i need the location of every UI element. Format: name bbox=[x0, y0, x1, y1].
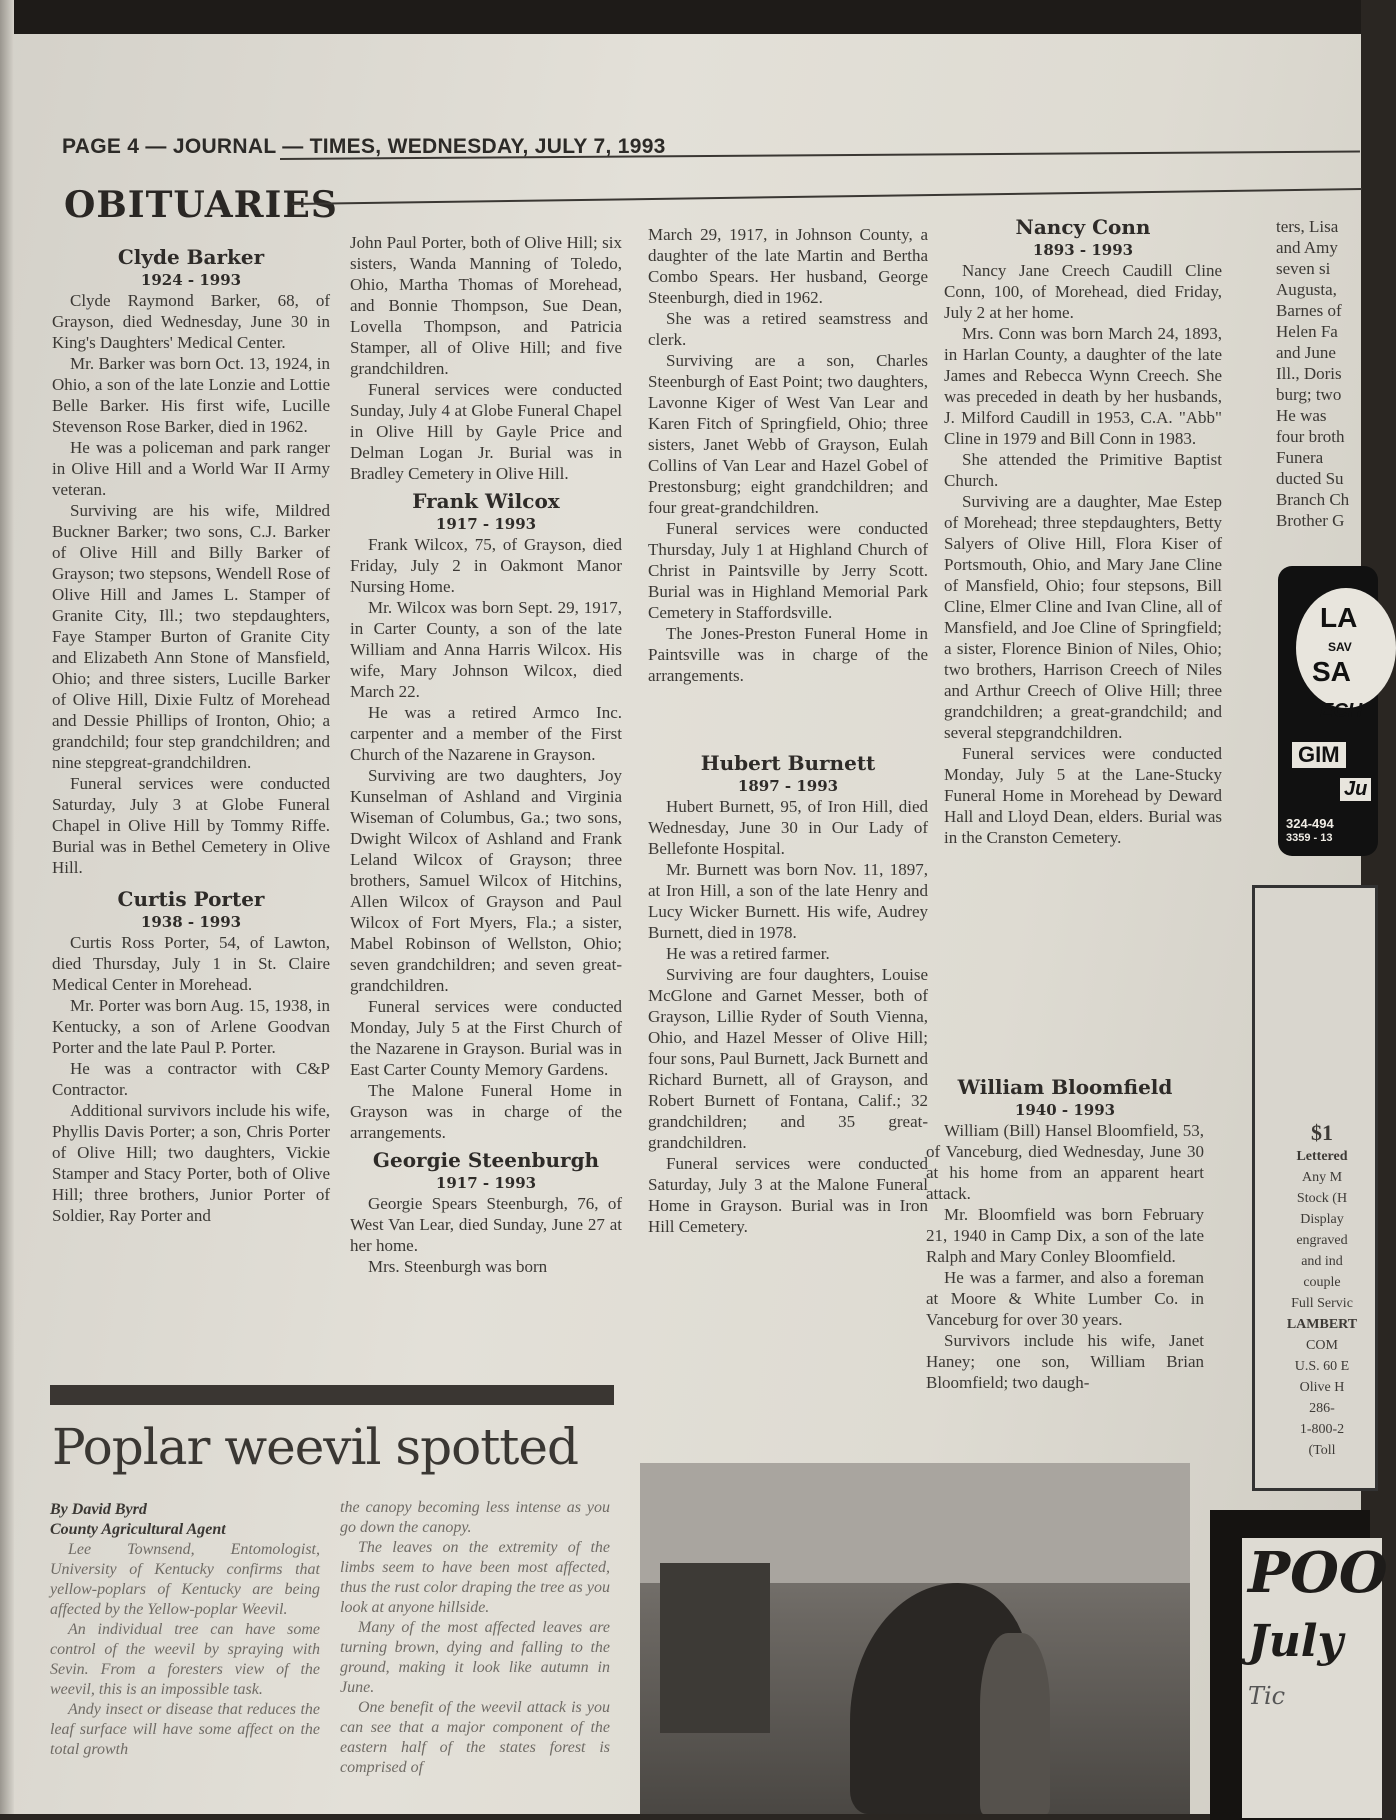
ad-text: LAMBERT bbox=[1286, 1317, 1358, 1332]
obit-paragraph: Survivors include his wife, Janet Haney; one son, William Brian Bloomfield; two daugh- bbox=[926, 1331, 1204, 1392]
cutoff-text-line: and June bbox=[1276, 343, 1336, 362]
obit-paragraph: Mrs. Conn was born March 24, 1893, in Harlan County, a daughter of the late James and Rebecca Wynn Creech. She was preceded in death by her husbands, J. Milford Caudill in 1953, C.A. "Abb" Cline in 1979 and Bill Conn in 1983. bbox=[944, 324, 1222, 448]
ad-text: Ju bbox=[1340, 778, 1371, 801]
obit-name: Nancy Conn bbox=[1015, 215, 1151, 239]
ad-phone: 3359 - 13 bbox=[1286, 832, 1333, 844]
obit-paragraph: Clyde Raymond Barker, 68, of Grayson, died Wednesday, June 30 in King's Daughters' Medical Center. bbox=[52, 291, 330, 352]
obit-paragraph: She attended the Primitive Baptist Church. bbox=[944, 450, 1222, 490]
article-byline: County Agricultural Agent bbox=[50, 1521, 226, 1538]
ad-text: July bbox=[1248, 1616, 1344, 1667]
obit-paragraph: She was a retired seamstress and clerk. bbox=[648, 309, 928, 349]
obit-years: 1940 - 1993 bbox=[1014, 1101, 1116, 1119]
obit-paragraph: Georgie Spears Steenburgh, 76, of West Van Lear, died Sunday, June 27 at her home. bbox=[350, 1194, 622, 1255]
obit-paragraph: The Malone Funeral Home in Grayson was in charge of the arrangements. bbox=[350, 1081, 622, 1142]
obit-paragraph: Surviving are two daughters, Joy Kunselman of Ashland and Virginia Wiseman of Columbus, Ga.; two sons, Dwight Wilcox of Ashland and Frank Leland Wilcox of Grayson; three brothers, Samuel Wilcox of Hitchins, Allen Wilcox of Grayson and Paul Wilcox of Fort Myers, Fla.; a sister, Mabel Robinson of Wellston, Ohio; seven grandchildren; and seven great-grandchildren. bbox=[350, 766, 622, 995]
article-paragraph: An individual tree can have some control of the weevil by spraying with Sevin. From a foresters view of the weevil, this is an impossible task. bbox=[50, 1621, 320, 1698]
cutoff-text-line: four broth bbox=[1276, 427, 1345, 446]
ad-phone: 324-494 bbox=[1286, 816, 1334, 831]
obit-paragraph: Funeral services were conducted Thursday, July 1 at Highland Church of Christ in Paintsville by Jerry Scott. Burial was in Highland Memorial Park Cemetery in Staffordsville. bbox=[648, 519, 928, 622]
ad-text: Full Servic bbox=[1291, 1296, 1353, 1311]
obit-paragraph: Surviving are a daughter, Mae Estep of Morehead; three stepdaughters, Betty Salyers of Olive Hill, Flora Kiser of Portsmouth, Ohio, and Mary Jane Cline of Mansfield, Ohio; four stepsons, Bill Cline, Elmer Cline and Ivan Cline, all of Mansfield, and Joe Cline of Springfield; a sister, Florence Binion of Niles, Ohio; two brothers, Harrison Creech of Niles and Arthur Creech of Olive Hill; three grandchildren; a great-grandchild; and several stepgrandchildren. bbox=[944, 492, 1222, 742]
dark-background-edge bbox=[0, 0, 1361, 34]
obit-paragraph: He was a policeman and park ranger in Olive Hill and a World War II Army veteran. bbox=[52, 438, 330, 499]
advertisement-middle bbox=[1252, 885, 1378, 1491]
cutoff-text-line: seven si bbox=[1276, 259, 1331, 278]
obit-name: Frank Wilcox bbox=[412, 489, 560, 513]
column-2 bbox=[350, 232, 622, 1277]
cutoff-text-line: ters, Lisa bbox=[1276, 217, 1339, 236]
obit-paragraph: Additional survivors include his wife, Phyllis Davis Porter; a son, Chris Porter of Olive Hill; two daughters, Vickie Stamper and Stacy Porter, both of Olive Hill; three brothers, Junior Porter of Soldier, Ray Porter and bbox=[52, 1101, 330, 1225]
column-1 bbox=[52, 240, 330, 1226]
obit-paragraph: Funeral services were conducted Sunday, July 4 at Globe Funeral Chapel in Olive Hill by Gayle Price and Delman Logan Jr. Burial was in Bradley Cemetery in Olive Hill. bbox=[350, 380, 622, 483]
ad-text: (Toll bbox=[1308, 1443, 1336, 1458]
ad-text: COM bbox=[1306, 1338, 1338, 1353]
ad-text: SA bbox=[1312, 656, 1351, 687]
cutoff-text-line: Augusta, bbox=[1276, 280, 1337, 299]
ad-text: POO bbox=[1248, 1540, 1388, 1606]
ad-text: GIM bbox=[1292, 742, 1346, 768]
ad-text: SAV bbox=[1328, 640, 1352, 654]
obit-paragraph: The Jones-Preston Funeral Home in Paintsville was in charge of the arrangements. bbox=[648, 624, 928, 685]
column-6-cutoff bbox=[1276, 216, 1366, 531]
ad-text: couple bbox=[1303, 1275, 1341, 1290]
cutoff-text-line: Branch Ch bbox=[1276, 490, 1350, 509]
cutoff-text-line: Ill., Doris bbox=[1276, 364, 1342, 383]
article-column-2 bbox=[340, 1498, 610, 1778]
obit-paragraph: Funeral services were conducted Monday, July 5 at the First Church of the Nazarene in Grayson. Burial was in East Carter County Memory Gardens. bbox=[350, 997, 622, 1079]
obit-years: 1917 - 1993 bbox=[435, 515, 537, 533]
obit-paragraph: Mr. Bloomfield was born February 21, 1940 in Camp Dix, a son of the late Ralph and Mary Conley Bloomfield. bbox=[926, 1205, 1204, 1266]
ad-text: Display bbox=[1300, 1212, 1344, 1227]
obit-name: Georgie Steenburgh bbox=[372, 1148, 600, 1172]
cutoff-text-line: Helen Fa bbox=[1276, 322, 1338, 341]
ad-text: Lettered bbox=[1296, 1149, 1348, 1164]
ad-text: ECH bbox=[1320, 700, 1363, 722]
obit-paragraph: Surviving are four daughters, Louise McGlone and Garnet Messer, both of Grayson, Lillie Ryder of South Vienna, Ohio, and Hazel Messer of Olive Hill; four sons, Paul Burnett, Jack Burnett and Richard Burnett, all of Grayson, and Robert Burnett of Fontana, Calif.; 32 grandchildren; and 35 great-grandchildren. bbox=[648, 965, 928, 1152]
photo-doorway bbox=[660, 1563, 770, 1733]
obit-paragraph: Mr. Barker was born Oct. 13, 1924, in Ohio, a son of the late Lonzie and Lottie Belle Barker. His first wife, Lucille Stevenson Rose Barker, died in 1962. bbox=[52, 354, 330, 436]
obit-name: Clyde Barker bbox=[117, 245, 265, 269]
ad-text: Any M bbox=[1301, 1170, 1343, 1185]
obit-paragraph: He was a farmer, and also a foreman at Moore & White Lumber Co. in Vanceburg for over 30 years. bbox=[926, 1268, 1204, 1329]
cutoff-text-line: burg; two bbox=[1276, 385, 1342, 404]
article-divider-bar bbox=[50, 1385, 614, 1405]
column-4-lower bbox=[926, 1070, 1204, 1393]
obit-paragraph: Surviving are a son, Charles Steenburgh of East Point; two daughters, Lavonne Kiger of West Van Lear and Karen Fitch of Springfield, Ohio; three sisters, Janet Webb of Grayson, Eulah Collins of Van Lear and Hazel Gobel of Prestonsburg; eight grandchildren; and four great-grandchildren. bbox=[648, 351, 928, 517]
cutoff-text-line: He was bbox=[1276, 406, 1327, 425]
obit-paragraph: He was a retired Armco Inc. carpenter and a member of the First Church of the Nazarene in Grayson. bbox=[350, 703, 622, 764]
obit-name: Hubert Burnett bbox=[700, 751, 876, 775]
cutoff-text-line: Barnes of bbox=[1276, 301, 1342, 320]
cutoff-text-line: ducted Su bbox=[1276, 469, 1344, 488]
obit-paragraph: Funeral services were conducted Saturday, July 3 at the Malone Funeral Home in Grayson. Burial was in Iron Hill Cemetery. bbox=[648, 1154, 928, 1236]
ad-text: 1-800-2 bbox=[1299, 1422, 1345, 1437]
section-rule bbox=[292, 188, 1362, 205]
article-byline: By David Byrd bbox=[50, 1501, 147, 1518]
ad-text: U.S. 60 E bbox=[1294, 1359, 1350, 1374]
advertisement-top bbox=[1278, 566, 1378, 856]
article-paragraph: Lee Townsend, Entomologist, University of Kentucky confirms that yellow-poplars of Kentucky are being affected by the Yellow-poplar Weevil. bbox=[50, 1541, 320, 1618]
obit-name: Curtis Porter bbox=[117, 887, 265, 911]
obit-years: 1917 - 1993 bbox=[435, 1174, 537, 1192]
photo-person bbox=[980, 1633, 1050, 1814]
obit-years: 1893 - 1993 bbox=[1032, 241, 1134, 259]
ad-text: 286- bbox=[1309, 1401, 1335, 1416]
column-3 bbox=[648, 224, 928, 1237]
ad-text: Stock (H bbox=[1296, 1191, 1348, 1206]
ad-text: LA bbox=[1320, 602, 1358, 633]
obit-paragraph: William (Bill) Hansel Bloomfield, 53, of Vanceburg, died Wednesday, June 30 at his home from an apparent heart attack. bbox=[926, 1121, 1204, 1203]
article-paragraph: the canopy becoming less intense as you go down the canopy. bbox=[340, 1499, 610, 1536]
section-title: OBITUARIES bbox=[64, 184, 338, 226]
article-column-1 bbox=[50, 1500, 320, 1760]
obit-paragraph: Nancy Jane Creech Caudill Cline Conn, 100, of Morehead, died Friday, July 2 at her home. bbox=[944, 261, 1222, 322]
page-fold-shadow bbox=[0, 0, 14, 1814]
obit-paragraph: He was a retired farmer. bbox=[666, 944, 830, 963]
obit-paragraph: Frank Wilcox, 75, of Grayson, died Friday, July 2 in Oakmont Manor Nursing Home. bbox=[350, 535, 622, 596]
ad-text: $1 bbox=[1311, 1120, 1333, 1145]
obit-paragraph: Surviving are his wife, Mildred Buckner Barker; two sons, C.J. Barker of Olive Hill and Billy Barker of Grayson; two stepsons, Wendell Rose of Olive Hill and James L. Stamper of Granite City, Ill.; two stepdaughters, Faye Stamper Burton of Granite City and Elizabeth Ann Stone of Mansfield, Ohio; and three sisters, Lucille Barker of Olive Hill, Dixie Fultz of Morehead and Dessie Phillips of Ironton, Ohio; a grandchild; four step grandchildren; and nine stepgreat-grandchildren. bbox=[52, 501, 330, 772]
obit-years: 1938 - 1993 bbox=[140, 913, 242, 931]
obit-paragraph: Funeral services were conducted Monday, July 5 at the Lane-Stucky Funeral Home in Morehead by Deward Hall and Lloyd Dean, elders. Burial was in the Cranston Cemetery. bbox=[944, 744, 1222, 847]
column-4 bbox=[944, 210, 1222, 848]
obit-paragraph: Funeral services were conducted Saturday, July 3 at Globe Funeral Chapel in Olive Hill by Tommy Riffe. Burial was in Bethel Cemetery in Olive Hill. bbox=[52, 774, 330, 877]
cutoff-text-line: and Amy bbox=[1276, 238, 1338, 257]
ad-text: Olive H bbox=[1299, 1380, 1345, 1395]
obit-years: 1924 - 1993 bbox=[140, 271, 242, 289]
obit-paragraph: Mr. Porter was born Aug. 15, 1938, in Kentucky, a son of Arlene Goodvan Porter and the late Paul P. Porter. bbox=[52, 996, 330, 1057]
article-paragraph: One benefit of the weevil attack is you can see that a major component of the eastern half of the states forest is comprised of bbox=[340, 1699, 610, 1776]
obit-name: William Bloomfield bbox=[957, 1075, 1173, 1099]
ad-text: and ind bbox=[1301, 1254, 1343, 1269]
advertisement-bottom bbox=[1210, 1510, 1388, 1820]
article-paragraph: Many of the most affected leaves are turning brown, dying and falling to the ground, making it look like autumn in June. bbox=[340, 1619, 610, 1696]
obit-paragraph: Mrs. Steenburgh was born bbox=[368, 1257, 548, 1276]
obit-paragraph: March 29, 1917, in Johnson County, a daughter of the late Martin and Bertha Combo Spears. Her husband, George Steenburgh, died in 1962. bbox=[648, 225, 928, 307]
obit-paragraph: John Paul Porter, both of Olive Hill; six sisters, Wanda Manning of Toledo, Ohio, Martha Thomas of Morehead, and Bonnie Thompson, Sue Dean, Lovella Thompson, and Patricia Stamper, all of Olive Hill; and five grandchildren. bbox=[350, 233, 622, 378]
article-headline: Poplar weevil spotted bbox=[52, 1418, 578, 1476]
column-gap bbox=[648, 686, 928, 746]
obit-paragraph: Mr. Burnett was born Nov. 11, 1897, at Iron Hill, a son of the late Henry and Lucy Wicker Burnett. His wife, Audrey Burnett, died in 1978. bbox=[648, 860, 928, 942]
cutoff-text-line: Brother G bbox=[1276, 511, 1345, 530]
obit-paragraph: Curtis Ross Porter, 54, of Lawton, died Thursday, July 1 in St. Claire Medical Center in Morehead. bbox=[52, 933, 330, 994]
page-header: PAGE 4 — JOURNAL — TIMES, WEDNESDAY, JULY 7, 1993 bbox=[62, 135, 666, 158]
obit-paragraph: He was a contractor with C&P Contractor. bbox=[52, 1059, 330, 1099]
ad-text: engraved bbox=[1296, 1233, 1348, 1248]
ad-text: Tic bbox=[1248, 1682, 1286, 1710]
article-paragraph: The leaves on the extremity of the limbs seem to have been most affected, thus the rust color draping the tree as you look at anyone hillside. bbox=[340, 1539, 610, 1616]
article-photo bbox=[640, 1463, 1190, 1814]
cutoff-text-line: Funera bbox=[1276, 448, 1324, 467]
obit-paragraph: Hubert Burnett, 95, of Iron Hill, died Wednesday, June 30 in Our Lady of Bellefonte Hospital. bbox=[648, 797, 928, 858]
article-paragraph: Andy insect or disease that reduces the leaf surface will have some affect on the total growth bbox=[50, 1701, 320, 1758]
obit-years: 1897 - 1993 bbox=[737, 777, 839, 795]
obit-paragraph: Mr. Wilcox was born Sept. 29, 1917, in Carter County, a son of the late William and Anna Harris Wilcox. His wife, Mary Johnson Wilcox, died March 22. bbox=[350, 598, 622, 701]
